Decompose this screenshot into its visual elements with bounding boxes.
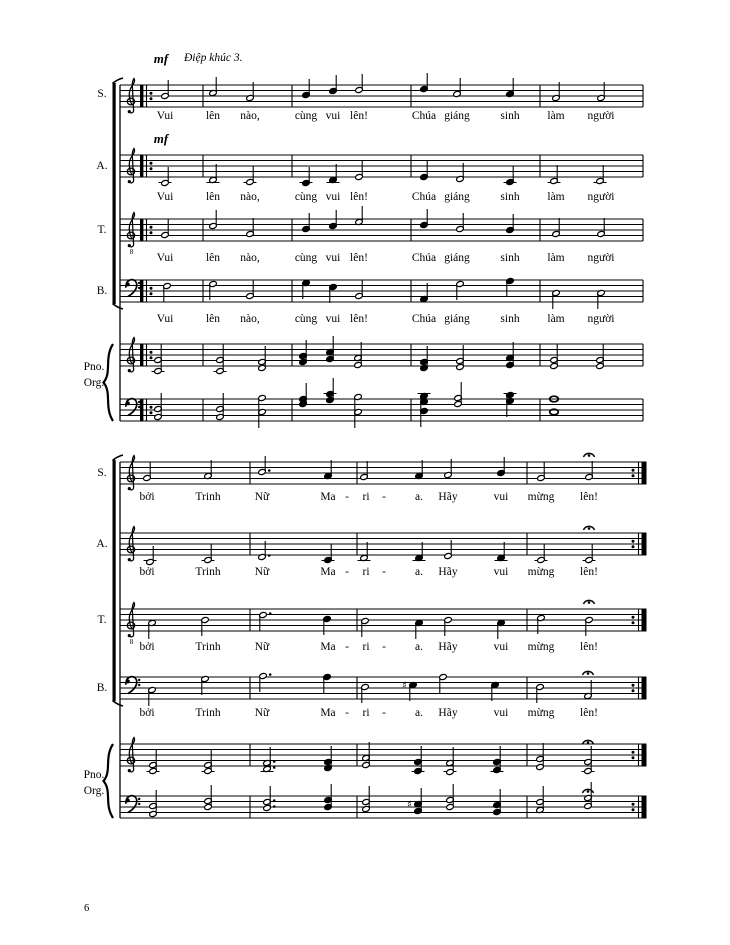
lyric-soprano-s1-7: giáng — [444, 110, 470, 122]
lyric-alto-s1-4: vui — [325, 191, 341, 203]
lyric-bass-s1-4: vui — [325, 313, 341, 325]
lyric-soprano-s1-2: nào, — [240, 110, 260, 122]
lyric-bass-s1-7: giáng — [444, 313, 470, 325]
section-label: Điệp khúc 3. — [184, 52, 243, 64]
part-label-piano-right-hand-system1: Pno. — [83, 361, 105, 373]
lyric-tenor-s2-9: vui — [493, 641, 509, 653]
lyric-tenor-s2-6: - — [382, 641, 386, 653]
staff-system1-soprano — [120, 73, 643, 113]
lyric-tenor-s2-2: Nữ — [254, 641, 270, 653]
dynamic-marking-alto: mf — [153, 131, 169, 146]
lyric-soprano-s2-4: - — [345, 491, 349, 503]
lyric-soprano-s1-3: cùng — [294, 110, 318, 122]
lyric-tenor-s2-4: - — [345, 641, 349, 653]
lyric-bass-s2-9: vui — [493, 707, 509, 719]
lyric-tenor-s1-5: lên! — [350, 252, 368, 264]
lyric-alto-s1-9: làm — [547, 191, 565, 203]
lyric-soprano-s2-7: a. — [415, 491, 423, 503]
piano-brace — [104, 344, 114, 421]
lyric-soprano-s2-3: Ma — [320, 491, 336, 503]
lyric-soprano-s2-0: bởi — [139, 491, 155, 503]
lyric-soprano-s1-8: sinh — [500, 110, 520, 122]
lyric-bass-s2-10: mừng — [527, 707, 555, 719]
lyric-bass-s2-1: Trinh — [195, 707, 221, 719]
lyric-soprano-s1-1: lên — [205, 110, 221, 122]
part-label-piano-left-hand-system1: Org. — [83, 377, 105, 389]
part-label-bass-system2: B. — [96, 682, 108, 694]
lyric-tenor-s2-3: Ma — [320, 641, 336, 653]
lyric-tenor-s1-8: sinh — [500, 252, 520, 264]
fermata-mark — [584, 600, 595, 604]
lyric-bass-s2-0: bởi — [139, 707, 155, 719]
lyric-tenor-s2-5: ri — [362, 641, 370, 653]
lyric-tenor-s2-7: a. — [415, 641, 423, 653]
staff-system1-alto — [120, 149, 643, 187]
lyric-soprano-s2-1: Trinh — [195, 491, 221, 503]
system-1 — [104, 73, 644, 428]
lyric-alto-s1-3: cùng — [294, 191, 318, 203]
lyric-alto-s1-1: lên — [205, 191, 221, 203]
lyric-alto-s2-7: a. — [415, 566, 423, 578]
lyric-soprano-s2-11: lên! — [580, 491, 598, 503]
lyric-bass-s1-9: làm — [547, 313, 565, 325]
lyric-alto-s2-11: lên! — [580, 566, 598, 578]
lyric-alto-s2-8: Hãy — [438, 566, 458, 578]
sharp-accidental: ♯ — [402, 680, 407, 692]
lyric-alto-s2-0: bởi — [139, 566, 155, 578]
staff-system2-bass — [120, 671, 647, 706]
part-label-piano-right-hand-system2: Pno. — [83, 769, 105, 781]
lyric-tenor-s2-1: Trinh — [195, 641, 221, 653]
lyric-soprano-s2-8: Hãy — [438, 491, 458, 503]
lyric-bass-s1-0: Vui — [156, 313, 174, 325]
choir-bracket — [113, 455, 124, 706]
octave-8-marker: 8 — [129, 248, 134, 256]
lyric-bass-s2-11: lên! — [580, 707, 598, 719]
part-label-soprano-system1: S. — [97, 88, 107, 100]
piano-brace — [104, 744, 114, 818]
lyric-alto-s2-6: - — [382, 566, 386, 578]
page-number: 6 — [84, 903, 90, 914]
lyric-alto-s2-5: ri — [362, 566, 370, 578]
system-2 — [104, 453, 647, 818]
lyric-tenor-s1-3: cùng — [294, 252, 318, 264]
lyric-soprano-s1-10: người — [587, 110, 615, 122]
lyric-soprano-s1-4: vui — [325, 110, 341, 122]
lyric-soprano-s2-10: mừng — [527, 491, 555, 503]
lyric-bass-s1-10: người — [587, 313, 615, 325]
sharp-accidental: ♯ — [407, 799, 412, 811]
lyric-alto-s1-8: sinh — [500, 191, 520, 203]
staff-system1-bass — [120, 278, 643, 309]
lyric-soprano-s1-9: làm — [547, 110, 565, 122]
lyric-tenor-s2-11: lên! — [580, 641, 598, 653]
lyric-soprano-s1-6: Chúa — [411, 110, 437, 122]
lyric-tenor-s1-10: người — [587, 252, 615, 264]
choir-bracket — [113, 78, 124, 309]
lyric-tenor-s1-0: Vui — [156, 252, 174, 264]
lyric-soprano-s1-0: Vui — [156, 110, 174, 122]
lyric-alto-s2-10: mừng — [527, 566, 555, 578]
lyric-alto-s1-6: Chúa — [411, 191, 437, 203]
lyric-tenor-s2-10: mừng — [527, 641, 555, 653]
lyric-bass-s2-7: a. — [415, 707, 423, 719]
lyric-soprano-s2-2: Nữ — [254, 491, 270, 503]
lyric-alto-s1-0: Vui — [156, 191, 174, 203]
lyric-alto-s2-1: Trinh — [195, 566, 221, 578]
lyric-soprano-s1-5: lên! — [350, 110, 368, 122]
lyric-bass-s2-8: Hãy — [438, 707, 458, 719]
lyric-alto-s2-2: Nữ — [254, 566, 270, 578]
lyric-bass-s1-1: lên — [205, 313, 221, 325]
lyric-bass-s2-2: Nữ — [254, 707, 270, 719]
fermata-mark — [583, 740, 594, 744]
staff-system1-piano-right-hand — [120, 336, 643, 374]
staff-system2-soprano — [120, 453, 647, 490]
lyric-tenor-s2-8: Hãy — [438, 641, 458, 653]
lyric-bass-s2-4: - — [345, 707, 349, 719]
lyric-soprano-s2-6: - — [382, 491, 386, 503]
lyric-bass-s1-3: cùng — [294, 313, 318, 325]
lyric-soprano-s2-5: ri — [362, 491, 370, 503]
lyric-tenor-s1-9: làm — [547, 252, 565, 264]
lyric-bass-s1-2: nào, — [240, 313, 260, 325]
part-label-piano-left-hand-system2: Org. — [83, 785, 105, 797]
staff-system2-alto — [120, 526, 647, 565]
fermata-mark — [584, 453, 595, 457]
lyric-alto-s1-7: giáng — [444, 191, 470, 203]
lyric-alto-s2-9: vui — [493, 566, 509, 578]
lyric-alto-s1-10: người — [587, 191, 615, 203]
lyric-tenor-s2-0: bởi — [139, 641, 155, 653]
fermata-mark — [584, 526, 595, 530]
lyric-bass-s1-5: lên! — [350, 313, 368, 325]
octave-8-marker: 8 — [129, 638, 134, 646]
part-label-tenor-system2: T. — [97, 614, 107, 626]
lyric-tenor-s1-4: vui — [325, 252, 341, 264]
lyric-bass-s1-8: sinh — [500, 313, 520, 325]
lyric-tenor-s1-2: nào, — [240, 252, 260, 264]
staff-system2-piano-left-hand — [120, 782, 647, 818]
lyric-alto-s1-2: nào, — [240, 191, 260, 203]
lyric-soprano-s2-9: vui — [493, 491, 509, 503]
lyric-alto-s2-3: Ma — [320, 566, 336, 578]
lyric-alto-s2-4: - — [345, 566, 349, 578]
part-label-tenor-system1: T. — [97, 224, 107, 236]
staff-system2-piano-right-hand — [120, 738, 647, 776]
lyric-bass-s2-5: ri — [362, 707, 370, 719]
staff-system2-tenor — [120, 600, 647, 646]
staff-system1-tenor — [120, 206, 643, 256]
dynamic-marking-soprano: mf — [153, 51, 169, 66]
lyric-bass-s1-6: Chúa — [411, 313, 437, 325]
lyric-tenor-s1-7: giáng — [444, 252, 470, 264]
lyric-bass-s2-6: - — [382, 707, 386, 719]
lyric-bass-s2-3: Ma — [320, 707, 336, 719]
lyric-tenor-s1-6: Chúa — [411, 252, 437, 264]
part-label-alto-system2: A. — [96, 538, 108, 550]
part-label-alto-system1: A. — [96, 160, 108, 172]
fermata-mark — [583, 789, 594, 793]
fermata-mark — [583, 671, 594, 675]
part-label-soprano-system2: S. — [97, 467, 107, 479]
lyric-alto-s1-5: lên! — [350, 191, 368, 203]
staff-system1-piano-left-hand — [120, 378, 643, 428]
lyric-tenor-s1-1: lên — [205, 252, 221, 264]
part-label-bass-system1: B. — [96, 285, 108, 297]
